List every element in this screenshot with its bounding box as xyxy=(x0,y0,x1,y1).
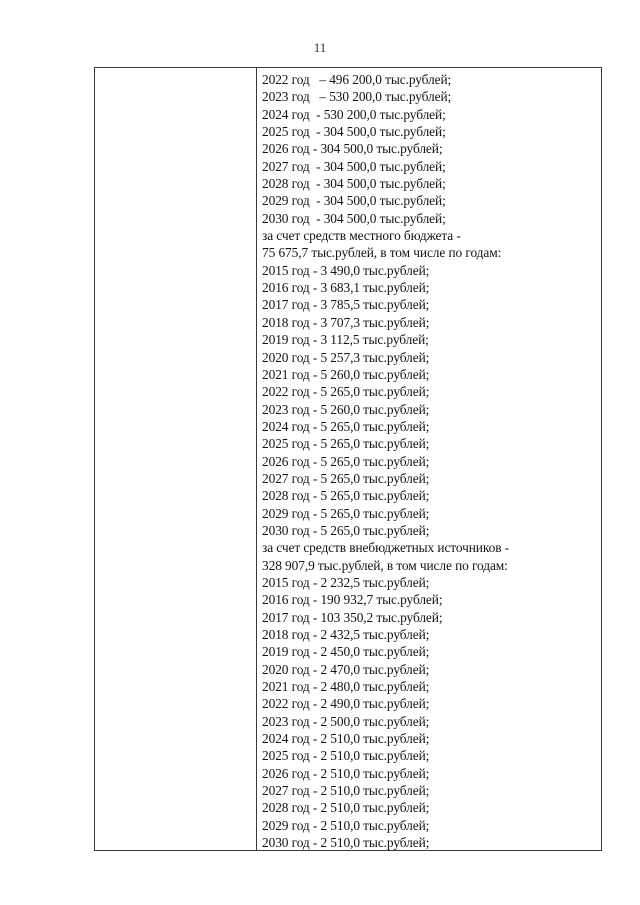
funding-line: 2030 год - 5 265,0 тыс.рублей; xyxy=(262,522,430,538)
funding-line: 2023 год - 5 260,0 тыс.рублей; xyxy=(262,401,430,417)
funding-details-cell xyxy=(262,71,598,851)
funding-line: 2028 год - 5 265,0 тыс.рублей; xyxy=(262,488,430,504)
funding-line: 2020 год - 5 257,3 тыс.рублей; xyxy=(262,349,430,365)
column-divider xyxy=(256,68,257,850)
funding-line: 2016 год - 3 683,1 тыс.рублей; xyxy=(262,280,430,296)
funding-line: 2019 год - 2 450,0 тыс.рублей; xyxy=(262,644,430,660)
funding-line: 2024 год - 2 510,0 тыс.рублей; xyxy=(262,731,430,747)
funding-line: 2026 год - 2 510,0 тыс.рублей; xyxy=(262,765,430,781)
funding-line: 2020 год - 2 470,0 тыс.рублей; xyxy=(262,661,430,677)
funding-line: 2023 год - 2 500,0 тыс.рублей; xyxy=(262,713,430,729)
funding-line: 2023 год – 530 200,0 тыс.рублей; xyxy=(262,89,452,105)
funding-line: 2029 год - 2 510,0 тыс.рублей; xyxy=(262,817,430,833)
funding-line: 2025 год - 5 265,0 тыс.рублей; xyxy=(262,436,430,452)
funding-line: 2029 год - 5 265,0 тыс.рублей; xyxy=(262,505,430,521)
funding-line: 2030 год - 2 510,0 тыс.рублей; xyxy=(262,835,430,851)
funding-line: 2025 год - 2 510,0 тыс.рублей; xyxy=(262,748,430,764)
funding-line: 2030 год - 304 500,0 тыс.рублей; xyxy=(262,210,446,226)
funding-line: 2021 год - 2 480,0 тыс.рублей; xyxy=(262,679,430,695)
funding-line: 2029 год - 304 500,0 тыс.рублей; xyxy=(262,193,446,209)
funding-line: 328 907,9 тыс.рублей, в том числе по годам: xyxy=(262,557,508,573)
funding-line: 2022 год – 496 200,0 тыс.рублей; xyxy=(262,72,452,87)
funding-line: 2015 год - 3 490,0 тыс.рублей; xyxy=(262,262,430,278)
funding-line: 2015 год - 2 232,5 тыс.рублей; xyxy=(262,574,430,590)
funding-line: 2028 год - 304 500,0 тыс.рублей; xyxy=(262,176,446,192)
funding-line: 2027 год - 5 265,0 тыс.рублей; xyxy=(262,470,430,486)
funding-line: 2018 год - 3 707,3 тыс.рублей; xyxy=(262,314,430,330)
funding-line: 2016 год - 190 932,7 тыс.рублей; xyxy=(262,592,443,608)
funding-line: 2027 год - 304 500,0 тыс.рублей; xyxy=(262,158,446,174)
funding-line: 2019 год - 3 112,5 тыс.рублей; xyxy=(262,332,429,348)
funding-line: 2022 год - 5 265,0 тыс.рублей; xyxy=(262,384,430,400)
funding-line: 2017 год - 103 350,2 тыс.рублей; xyxy=(262,609,443,625)
funding-line: 2017 год - 3 785,5 тыс.рублей; xyxy=(262,297,430,313)
funding-line: 2026 год - 5 265,0 тыс.рублей; xyxy=(262,453,430,469)
funding-line: 2028 год - 2 510,0 тыс.рублей; xyxy=(262,800,430,816)
funding-line: 2024 год - 530 200,0 тыс.рублей; xyxy=(262,106,446,122)
funding-line: 2018 год - 2 432,5 тыс.рублей; xyxy=(262,627,430,642)
funding-line: 2024 год - 5 265,0 тыс.рублей; xyxy=(262,418,430,434)
funding-line: 2026 год - 304 500,0 тыс.рублей; xyxy=(262,141,443,157)
page-number: 11 xyxy=(313,40,327,55)
funding-line: 2021 год - 5 260,0 тыс.рублей; xyxy=(262,366,430,382)
funding-line: 2022 год - 2 490,0 тыс.рублей; xyxy=(262,696,430,712)
funding-line: за счет средств местного бюджета - xyxy=(262,228,461,244)
funding-line: 2025 год - 304 500,0 тыс.рублей; xyxy=(262,124,446,140)
funding-line: 75 675,7 тыс.рублей, в том числе по годам: xyxy=(262,245,502,261)
funding-table xyxy=(94,67,602,851)
funding-line: за счет средств внебюджетных источников - xyxy=(262,540,510,556)
funding-line: 2027 год - 2 510,0 тыс.рублей; xyxy=(262,783,430,799)
